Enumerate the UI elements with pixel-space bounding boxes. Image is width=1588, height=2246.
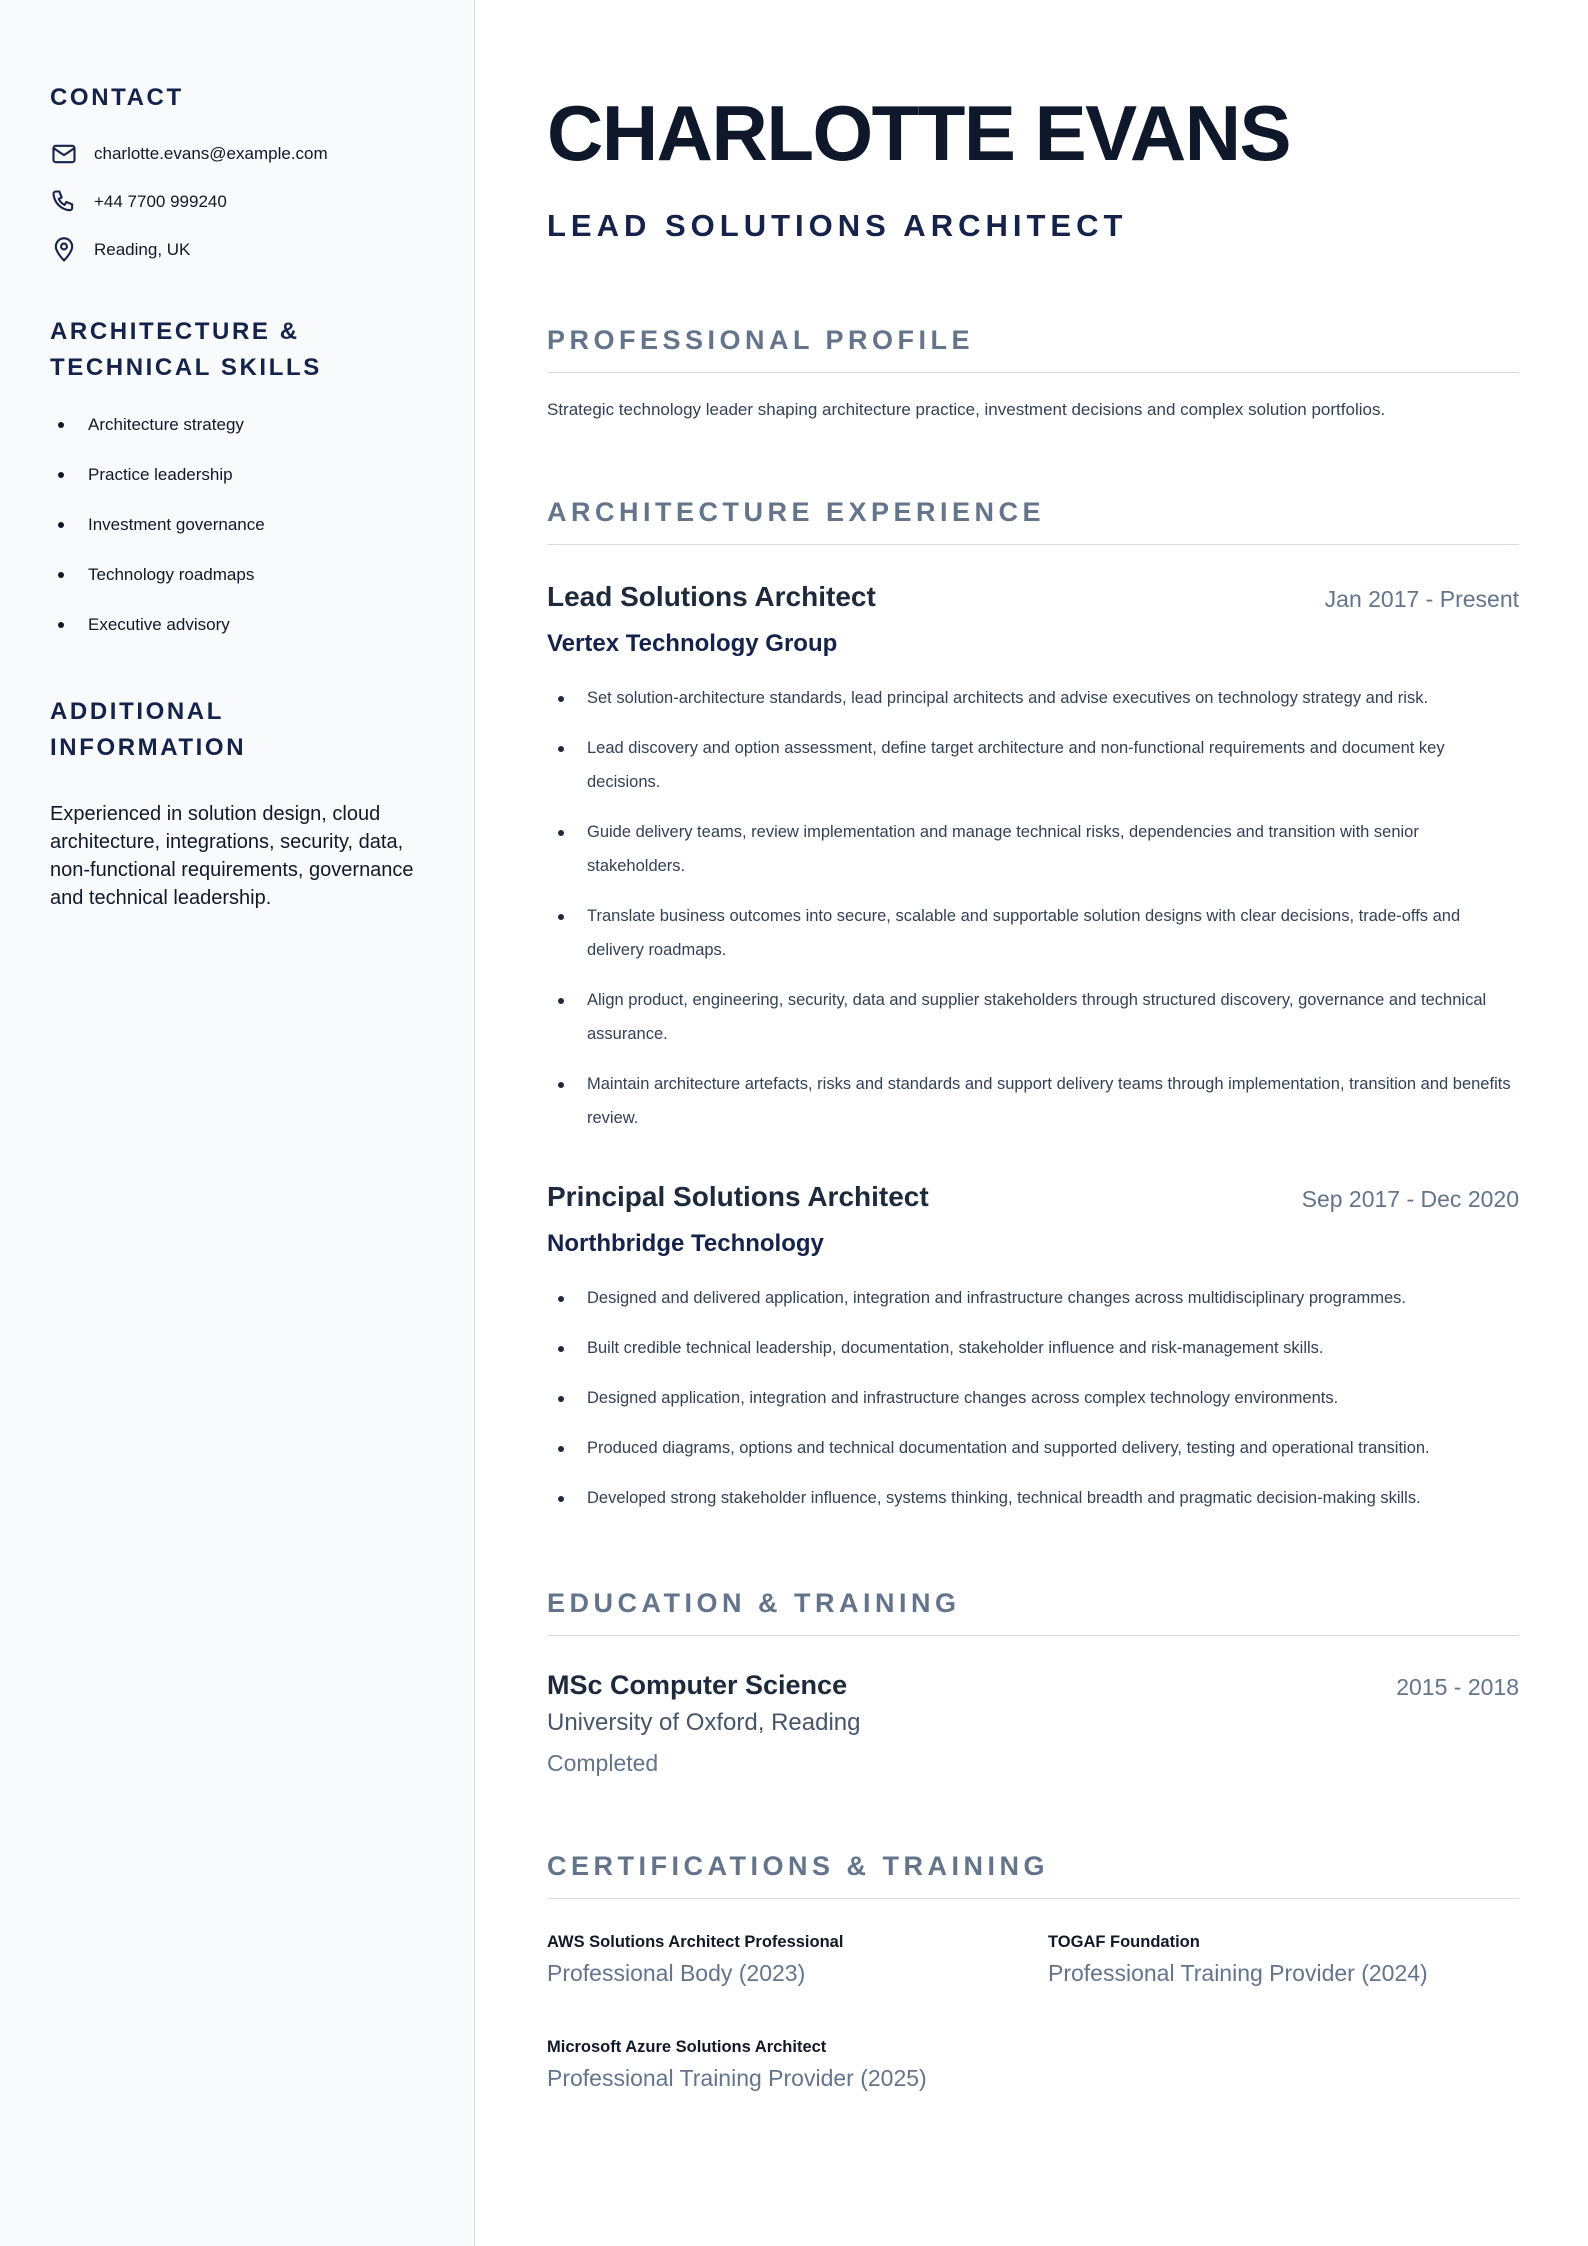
location-text: Reading, UK <box>94 240 191 259</box>
profile-heading: PROFESSIONAL PROFILE <box>547 322 1519 373</box>
job-bullet: Designed application, integration and infrastructure changes across complex technology environments. <box>547 1381 1519 1415</box>
email-text: charlotte.evans@example.com <box>94 144 328 163</box>
bullet-icon <box>58 572 64 578</box>
job-bullets <box>547 681 1519 1151</box>
sidebar <box>0 0 475 2246</box>
company-name: Northbridge Technology <box>547 1230 824 1257</box>
phone-text: +44 7700 999240 <box>94 192 227 211</box>
contact-phone[interactable] <box>50 188 424 216</box>
skill-item <box>50 610 424 640</box>
education-heading: EDUCATION & TRAINING <box>547 1585 1519 1636</box>
education-dates: 2015 - 2018 <box>1396 1674 1519 1700</box>
job-bullets <box>547 1281 1519 1531</box>
bullet-icon <box>58 622 64 628</box>
profile-text: Strategic technology leader shaping architecture practice, investment decisions and complex solution portfolios. <box>547 400 1386 419</box>
certification-name: TOGAF Foundation <box>1048 1933 1200 1951</box>
contact-location <box>50 236 424 264</box>
skill-label: Executive advisory <box>88 615 230 634</box>
certification-name: AWS Solutions Architect Professional <box>547 1933 844 1951</box>
job-bullet: Produced diagrams, options and technical documentation and supported delivery, testing and operational transition. <box>547 1431 1519 1465</box>
skills-list <box>50 410 424 640</box>
job-bullet: Align product, engineering, security, data and supplier stakeholders through structured discovery, governance and technical assurance. <box>547 983 1519 1051</box>
job-bullet: Built credible technical leadership, documentation, stakeholder influence and risk-management skills. <box>547 1331 1519 1365</box>
additional-text: Experienced in solution design, cloud architecture, integrations, security, data, non-functional requirements, governance and technical leadership. <box>50 803 414 909</box>
job-title: Principal Solutions Architect <box>547 1181 929 1212</box>
certifications-heading: CERTIFICATIONS & TRAINING <box>547 1848 1519 1899</box>
contact-list <box>50 140 424 264</box>
certification-provider: Professional Training Provider (2025) <box>547 2065 927 2091</box>
skill-label: Architecture strategy <box>88 415 244 434</box>
company-name: Vertex Technology Group <box>547 630 838 657</box>
skill-item <box>50 560 424 590</box>
additional-heading: ADDITIONAL INFORMATION <box>50 698 247 761</box>
experience-heading: ARCHITECTURE EXPERIENCE <box>547 494 1519 545</box>
job-bullet: Translate business outcomes into secure, scalable and supportable solution designs with clear decisions, trade-offs and delivery roadmaps. <box>547 899 1519 967</box>
candidate-role: LEAD SOLUTIONS ARCHITECT <box>547 208 1128 243</box>
skill-item <box>50 460 424 490</box>
skill-label: Practice leadership <box>88 465 233 484</box>
skills-heading: ARCHITECTURE & TECHNICAL SKILLS <box>50 318 322 381</box>
contact-heading: CONTACT <box>50 84 184 111</box>
job-bullet: Set solution-architecture standards, lead principal architects and advise executives on technology strategy and risk. <box>547 681 1519 715</box>
skill-item <box>50 410 424 440</box>
skill-item <box>50 510 424 540</box>
degree-title: MSc Computer Science <box>547 1670 848 1700</box>
certification-item <box>547 2036 927 2094</box>
phone-icon <box>50 188 78 216</box>
job-dates: Jan 2017 - Present <box>1324 586 1519 612</box>
skill-label: Technology roadmaps <box>88 565 255 584</box>
contact-email[interactable] <box>50 140 424 168</box>
mail-icon <box>50 140 78 168</box>
job-bullet: Designed and delivered application, integration and infrastructure changes across multidisciplinary programmes. <box>547 1281 1519 1315</box>
bullet-icon <box>58 422 64 428</box>
bullet-icon <box>58 472 64 478</box>
map-pin-icon <box>50 236 78 264</box>
job-bullet: Lead discovery and option assessment, define target architecture and non-functional requirements and document key decisions. <box>547 731 1519 799</box>
job-bullet: Developed strong stakeholder influence, systems thinking, technical breadth and pragmatic decision-making skills. <box>547 1481 1519 1515</box>
certification-item <box>547 1931 843 1989</box>
job-bullet: Maintain architecture artefacts, risks and standards and support delivery teams through implementation, transition and benefits review. <box>547 1067 1519 1135</box>
certification-name: Microsoft Azure Solutions Architect <box>547 2038 827 2056</box>
job-bullet: Guide delivery teams, review implementation and manage technical risks, dependencies and transition with senior stakeholders. <box>547 815 1519 883</box>
job-title: Lead Solutions Architect <box>547 581 876 612</box>
bullet-icon <box>58 522 64 528</box>
education-status: Completed <box>547 1750 659 1776</box>
school-name: University of Oxford, Reading <box>547 1709 861 1736</box>
skill-label: Investment governance <box>88 515 265 534</box>
job-dates: Sep 2017 - Dec 2020 <box>1301 1186 1519 1212</box>
certification-provider: Professional Training Provider (2024) <box>1048 1960 1428 1986</box>
certification-provider: Professional Body (2023) <box>547 1960 806 1986</box>
candidate-name: CHARLOTTE EVANS <box>547 89 1291 177</box>
certification-item <box>1048 1931 1428 1989</box>
